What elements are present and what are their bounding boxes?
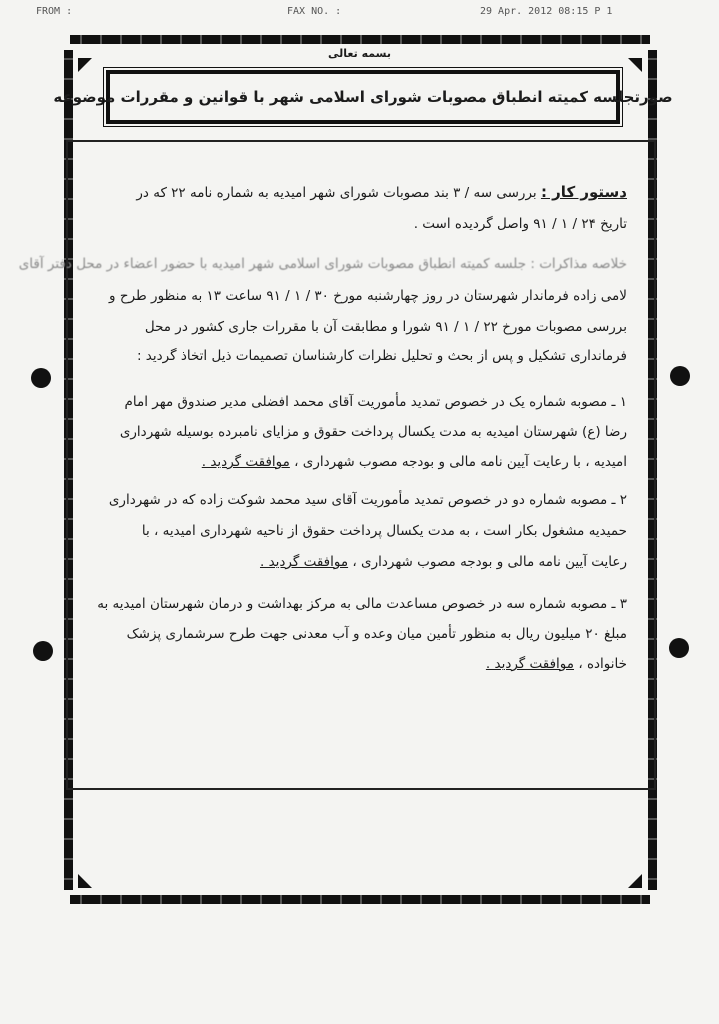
invocation-heading: بسمه تعالی [328, 47, 391, 60]
border-top [70, 35, 650, 44]
item-2-line: ۲ ـ مصوبه شماره دو در خصوص تمدید مأموریت آقای سید محمد شوکت زاده که در شهرداری [108, 492, 627, 508]
corner-ornament [78, 874, 92, 888]
fax-header [0, 6, 719, 24]
punch-hole [669, 638, 689, 658]
approval-note: موافقت گردید . [259, 554, 349, 570]
fax-from: FROM : [36, 6, 73, 17]
fax-datetime: 29 Apr. 2012 08:15 P 1 [480, 6, 613, 17]
minutes-summary-line: خلاصه مذاکرات : جلسه کمیته انطباق مصوبات شورای اسلامی شهر امیدیه با حضور اعضاء در محل دفتر آقای [18, 256, 627, 272]
item-3-text: خانواده ، [578, 656, 627, 672]
agenda-line: تاریخ ۲۴ / ۱ / ۹۱ واصل گردیده است . [413, 216, 627, 232]
agenda-line [136, 183, 627, 202]
agenda-label: دستور کار : [540, 183, 627, 201]
intro-line: لامی زاده فرماندار شهرستان در روز چهارشنبه مورخ ۳۰ / ۱ / ۹۱ ساعت ۱۳ به منظور طرح و [109, 288, 627, 304]
intro-line: بررسی مصوبات مورخ ۲۲ / ۱ / ۹۱ شورا و مطابقت آن با مقررات جاری کشور در محل [144, 319, 627, 335]
punch-hole [33, 641, 53, 661]
intro-line: فرمانداری تشکیل و پس از بحث و تحلیل نظرات کارشناسان تصمیمات ذیل اتخاذ گردید : [136, 348, 627, 364]
item-1-line [202, 453, 627, 471]
item-3-line: ۳ ـ مصوبه شماره سه در خصوص مساعدت مالی به مرکز بهداشت و درمان شهرستان امیدیه به [97, 596, 627, 612]
punch-hole [31, 368, 51, 388]
corner-ornament [78, 58, 92, 72]
item-2-line: حمیدیه مشغول بکار است ، به مدت یکسال پرداخت حقوق از ناحیه شهرداری امیدیه ، با [141, 523, 627, 539]
corner-ornament [628, 874, 642, 888]
item-2-text: رعایت آیین نامه مالی و بودجه مصوب شهرداری ، [352, 554, 627, 570]
item-1-text: امیدیه ، با رعایت آیین نامه مالی و بودجه مصوب شهرداری ، [294, 454, 627, 470]
approval-note: موافقت گردید . [201, 454, 290, 470]
title-box [53, 70, 673, 124]
document-title: صورتجلسه کمیته انطباق مصوبات شورای اسلامی شهر با قوانین و مقررات موضوعه [53, 88, 673, 106]
punch-hole [670, 366, 690, 386]
item-2-line [260, 553, 627, 571]
approval-note: موافقت گردید . [485, 656, 575, 672]
item-1-line: ۱ ـ مصوبه شماره یک در خصوص تمدید مأموریت آقای محمد افضلی مدیر صندوق مهر امام [124, 394, 627, 410]
agenda-text: بررسی سه / ۳ بند مصوبات شورای شهر امیدیه به شماره نامه ۲۲ که در [136, 185, 537, 201]
fax-number: FAX NO. : [287, 6, 342, 17]
item-3-line [486, 655, 627, 673]
item-3-line: مبلغ ۲۰ میلیون ریال به منظور تأمین میان وعده و آب معدنی جهت طرح سرشماری پزشک [126, 626, 627, 642]
border-bottom [70, 895, 650, 904]
corner-ornament [628, 58, 642, 72]
item-1-line: رضا (ع) شهرستان امیدیه به مدت یکسال پرداخت حقوق و مزایای نامبرده بوسیله شهرداری [119, 424, 627, 440]
